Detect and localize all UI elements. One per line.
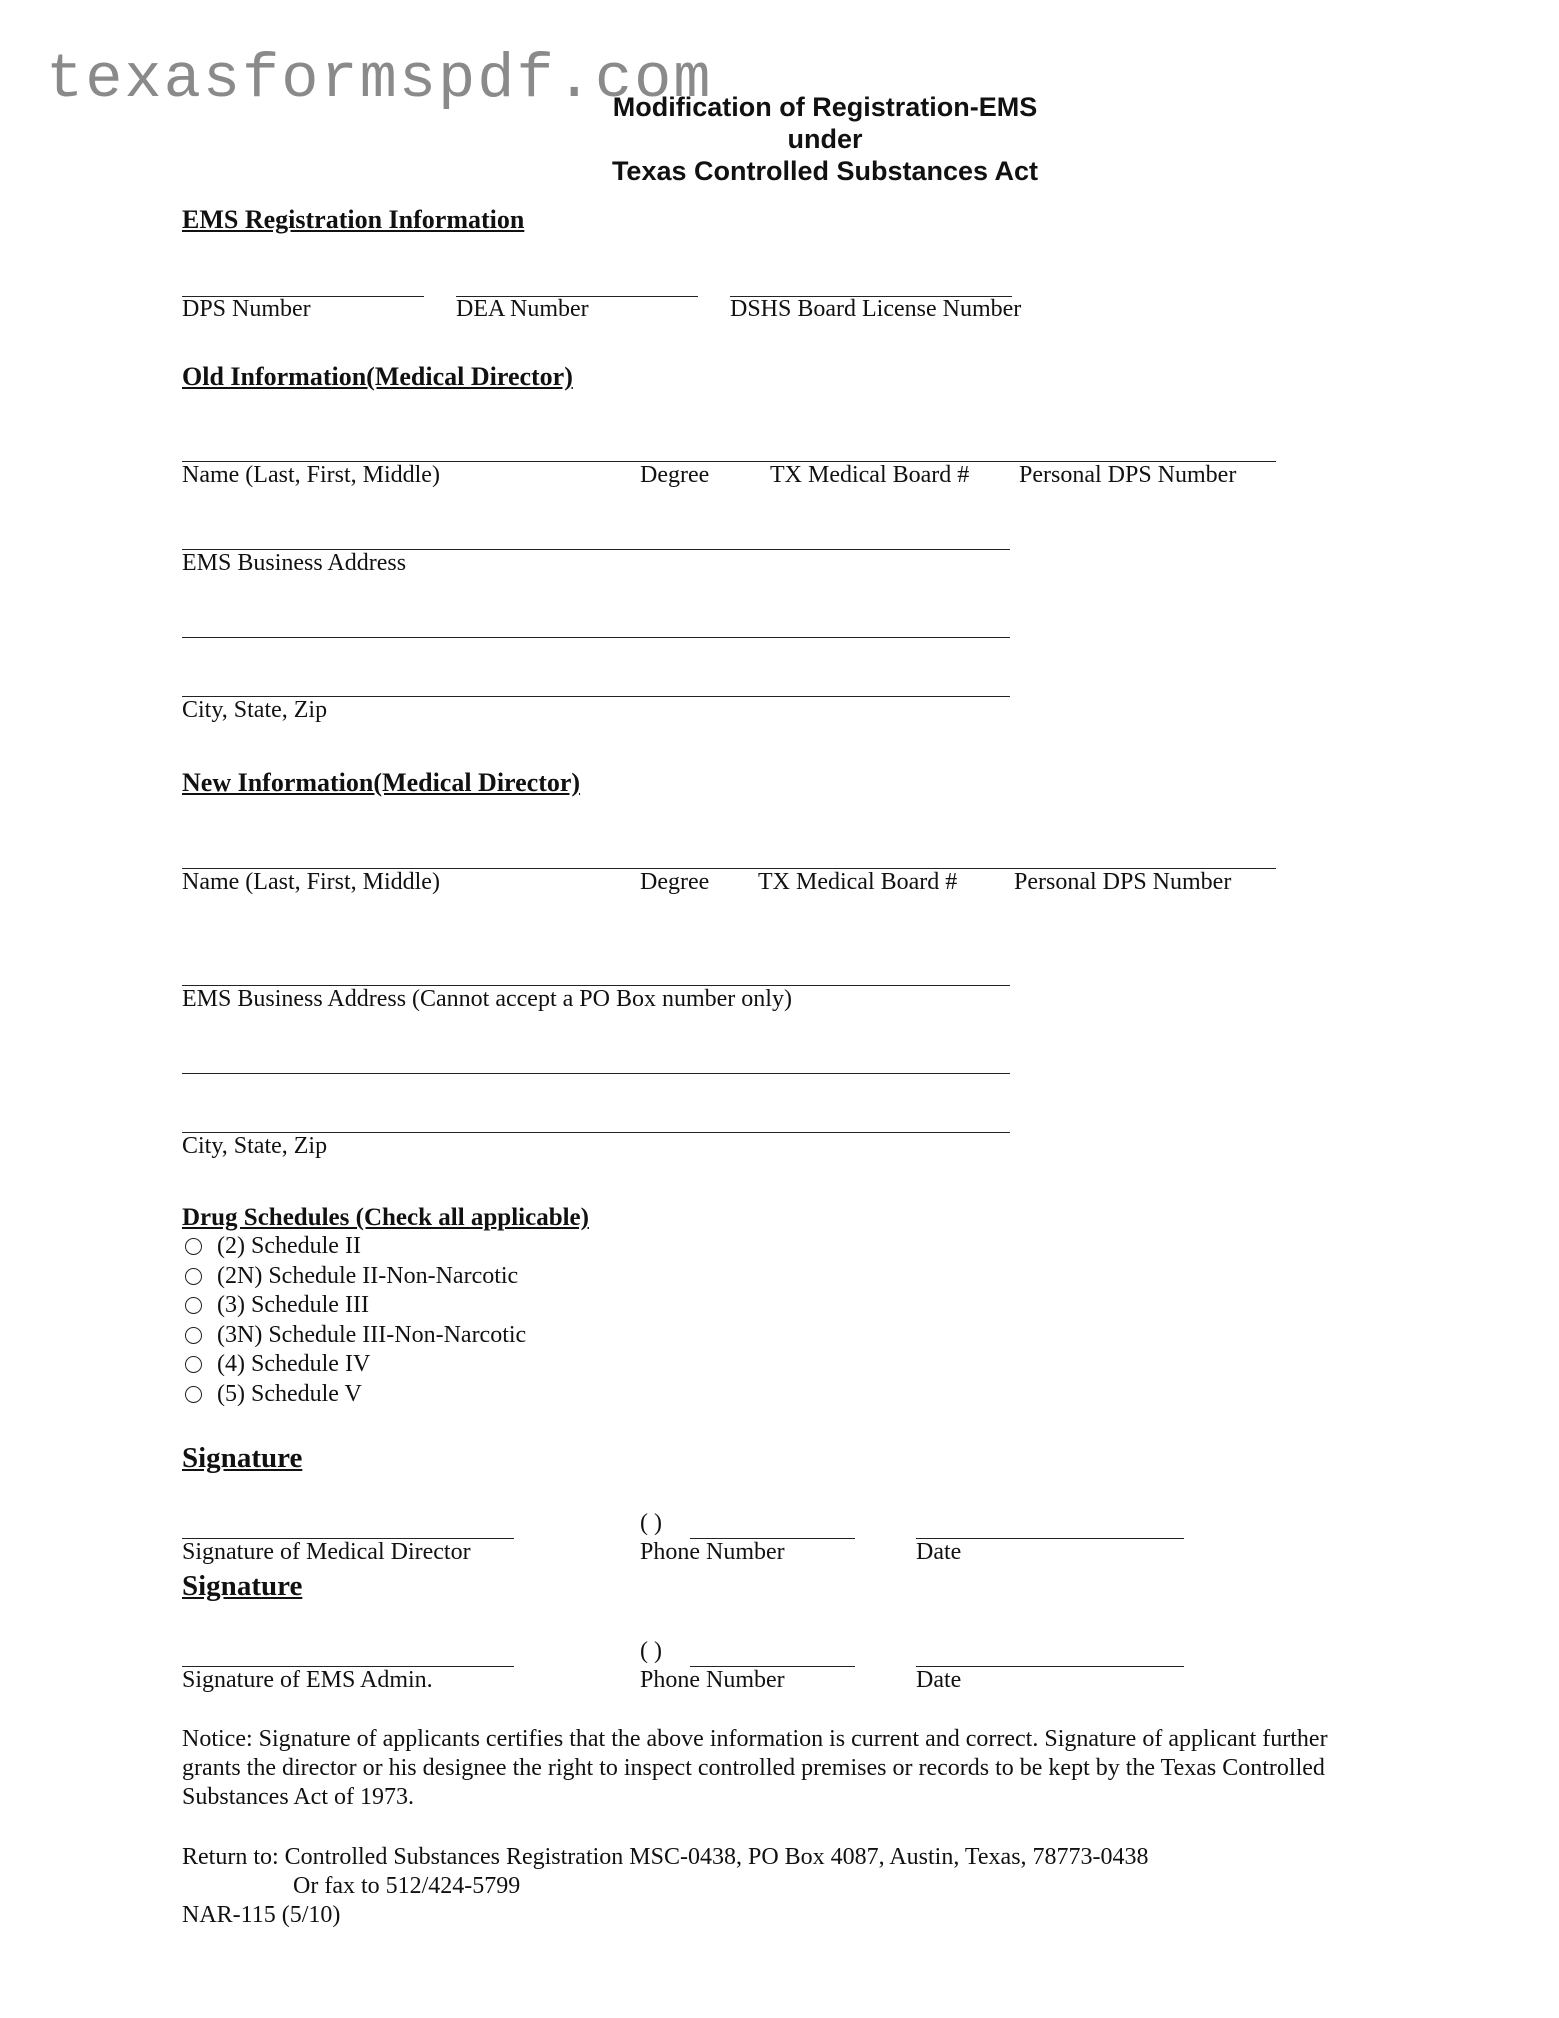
new-address-line2-field[interactable] — [182, 1073, 1010, 1074]
new-personal-dps-label: Personal DPS Number — [1014, 869, 1232, 895]
schedule-3-radio[interactable] — [185, 1297, 202, 1314]
notice-line1: Notice: Signature of applicants certifies that the above information is current and correct. Signature of applicant further — [182, 1726, 1328, 1752]
new-address-label: EMS Business Address (Cannot accept a PO Box number only) — [182, 986, 792, 1012]
schedule-2n-radio[interactable] — [185, 1268, 202, 1285]
schedule-2-label: (2) Schedule II — [217, 1233, 361, 1259]
notice-line2: grants the director or his designee the right to inspect controlled premises or records to be kept by the Texas Controlled — [182, 1755, 1325, 1781]
old-address-line2-field[interactable] — [182, 637, 1010, 638]
schedule-3-label: (3) Schedule III — [217, 1292, 369, 1318]
new-city-label: City, State, Zip — [182, 1133, 328, 1159]
old-board-label: TX Medical Board # — [770, 462, 970, 488]
dshs-license-label: DSHS Board License Number — [730, 296, 1022, 322]
signature2-date-label: Date — [916, 1667, 962, 1693]
registration-heading: EMS Registration Information — [182, 205, 525, 234]
return-address: Return to: Controlled Substances Registration MSC-0438, PO Box 4087, Austin, Texas, 78773-0438 — [182, 1844, 1149, 1870]
dea-number-label: DEA Number — [456, 296, 589, 322]
schedule-5-radio[interactable] — [185, 1386, 202, 1403]
signature2-label: Signature of EMS Admin. — [182, 1667, 433, 1693]
signature1-phone-paren: ( ) — [640, 1510, 662, 1536]
signature1-date-label: Date — [916, 1539, 962, 1565]
form-id: NAR-115 (5/10) — [182, 1902, 341, 1928]
schedule-3n-label: (3N) Schedule III-Non-Narcotic — [217, 1322, 527, 1348]
schedule-5-label: (5) Schedule V — [217, 1381, 362, 1407]
watermark: texasformspdf.com — [46, 44, 713, 115]
old-personal-dps-label: Personal DPS Number — [1019, 462, 1237, 488]
signature1-heading: Signature — [182, 1442, 303, 1474]
dps-number-label: DPS Number — [182, 296, 311, 322]
signature1-phone-label: Phone Number — [640, 1539, 785, 1565]
old-address-label: EMS Business Address — [182, 550, 407, 576]
schedule-2-radio[interactable] — [185, 1238, 202, 1255]
signature2-phone-label: Phone Number — [640, 1667, 785, 1693]
notice-line3: Substances Act of 1973. — [182, 1784, 414, 1810]
form-title-line1: Modification of Registration-EMS — [612, 92, 1038, 122]
form-title-line3: Texas Controlled Substances Act — [611, 156, 1039, 186]
form-title-line2: under — [787, 124, 863, 154]
new-info-heading: New Information(Medical Director) — [182, 768, 581, 797]
new-degree-label: Degree — [640, 869, 710, 895]
schedule-3n-radio[interactable] — [185, 1327, 202, 1344]
signature2-phone-paren: ( ) — [640, 1638, 662, 1664]
old-degree-label: Degree — [640, 462, 710, 488]
signature1-label: Signature of Medical Director — [182, 1539, 471, 1565]
old-name-label: Name (Last, First, Middle) — [182, 462, 440, 488]
return-fax: Or fax to 512/424-5799 — [293, 1873, 521, 1899]
signature2-heading: Signature — [182, 1570, 303, 1602]
schedule-4-radio[interactable] — [185, 1356, 202, 1373]
schedule-2n-label: (2N) Schedule II-Non-Narcotic — [217, 1263, 519, 1289]
new-name-label: Name (Last, First, Middle) — [182, 869, 440, 895]
schedules-heading: Drug Schedules (Check all applicable) — [182, 1204, 589, 1231]
old-city-label: City, State, Zip — [182, 697, 328, 723]
schedule-4-label: (4) Schedule IV — [217, 1351, 371, 1377]
new-board-label: TX Medical Board # — [758, 869, 958, 895]
old-info-heading: Old Information(Medical Director) — [182, 362, 573, 391]
